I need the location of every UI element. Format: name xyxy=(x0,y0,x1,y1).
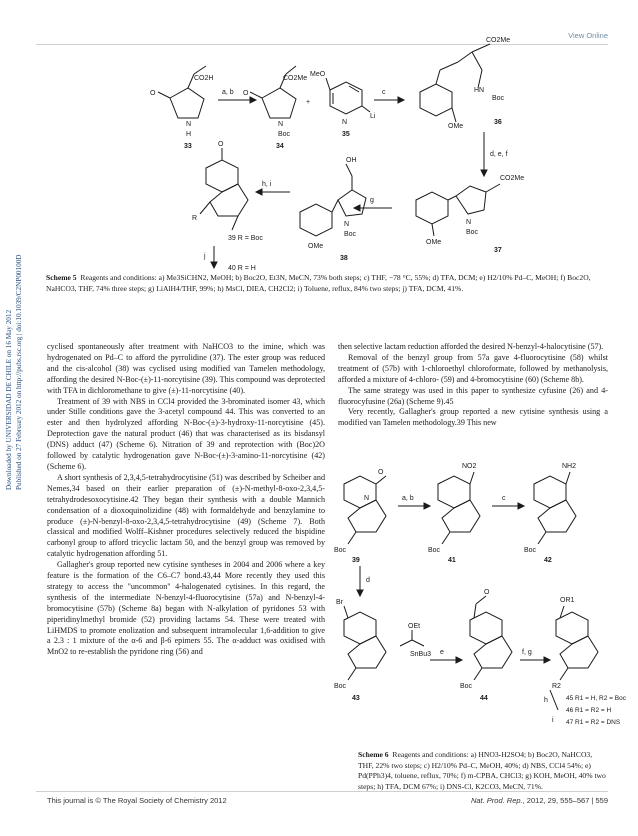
label-or1: OR1 xyxy=(560,597,575,604)
label-boc-37: Boc xyxy=(466,229,479,236)
label-meo-35: MeO xyxy=(310,71,326,78)
label-boc-34: Boc xyxy=(278,131,291,138)
label-nh2: NH2 xyxy=(562,463,577,470)
right-para-1: then selective lactam reduction afforded the desired N-benzyl-4-halocytisine (57). xyxy=(338,342,604,351)
compound-36: 36 xyxy=(494,119,502,126)
label-ome-37: OMe xyxy=(426,239,442,246)
label-hn-36: HN xyxy=(474,87,485,94)
label-n-35: N xyxy=(342,119,348,126)
left-para-4: Gallagher's group reported new cytisine syntheses in 2004 and 2006 where a key feature is the formation of the C6–C7 bond.43,44 More recently they used this strategy to access the "uncommon" 4-halogenated cytisines. In this regard, the synthesis of the intermediate N-benzyl-4-fluorocytisine (57a) and N-benzyl-4-bromocytisine (57b) (Scheme 8a) began with N-alkylation of pyridones 53 with piperidinylmethyl bromide (52) providing lactams 54. These were treated with LiHMDS to promote enolization and subsequent intramolecular 1,6-addition to give a 2.3 : 1 mixture of the α-6 and β-6 epimers 55. The α-adduct was oxidised with MnO2 to re-establish the pyridone ring (56) and xyxy=(47,560,325,657)
column-left xyxy=(47,342,325,658)
r-def-39: 39 R = Boc xyxy=(228,235,263,242)
label-plus: + xyxy=(306,99,311,106)
compound-s6-41: 41 xyxy=(448,557,456,564)
label-n-33: N xyxy=(186,121,192,128)
arrow-label-ab: a, b xyxy=(222,89,234,96)
arrow-label-g: g xyxy=(370,197,374,204)
label-co2h: CO2H xyxy=(194,75,214,82)
right-para-3: The same strategy was used in this paper to synthesize cyfusine (26) and 4-fluorocyfusine (26a) (Scheme 9).45 xyxy=(338,385,608,406)
ring-s6-44 xyxy=(470,612,502,644)
label-boc-36: Boc xyxy=(492,95,505,102)
compound-34: 34 xyxy=(276,143,284,150)
label-ome-36: OMe xyxy=(448,123,464,130)
arrow-label-s6-fg: f, g xyxy=(522,649,532,656)
r-def-46: 46 R1 = R2 = H xyxy=(566,707,612,714)
label-boc-38: Boc xyxy=(344,231,357,238)
arrow-label-def: d, e, f xyxy=(490,151,508,158)
arrow-label-j: j xyxy=(204,253,206,260)
ring-39-pyridone xyxy=(206,160,238,192)
ring-35 xyxy=(330,82,362,114)
label-co2me-37: CO2Me xyxy=(500,175,525,182)
compound-33: 33 xyxy=(184,143,192,150)
label-s6-o-39: O xyxy=(378,469,384,476)
left-para-2: Treatment of 39 with NBS in CCl4 provided the 3-brominated isomer 43, which under Stille conditions gave the 3-acetyl compound 44. This was converted to an ester and then hydrolyzed affording N-Boc-(±)-3-hydroxy-11-norcytisine (45). Deprotection gave the natural product (46) that was characterised as its bisdansyl (DNS) adduct (47) (Scheme 6). Nitration of 39 and reprotection with (Boc)2O followed by catalytic hydrogenation gave N-Boc-(±)-3-amino-11-norcytisine (42) (Scheme 6). xyxy=(47,396,325,471)
label-n-38: N xyxy=(344,221,350,228)
label-s6-boc-39: Boc xyxy=(334,547,347,554)
label-oh-38: OH xyxy=(346,157,357,164)
ring-s6-41 xyxy=(438,476,470,508)
side-label-i: i xyxy=(552,717,554,724)
arrow-label-s6-c: c xyxy=(502,495,506,502)
footer-citation xyxy=(471,796,608,805)
label-o-39: O xyxy=(218,141,224,148)
scheme-6-label: Scheme 6 xyxy=(358,750,389,759)
ring-38-pyridine xyxy=(300,204,332,236)
arrow-label-c: c xyxy=(382,89,386,96)
scheme-5-caption xyxy=(46,273,606,294)
compound-s6-44: 44 xyxy=(480,695,488,702)
label-no2: NO2 xyxy=(462,463,477,470)
arrow-label-s6-ab: a, b xyxy=(402,495,414,502)
footer-journal: Nat. Prod. Rep. xyxy=(470,796,523,805)
scheme-5-caption-text: Reagents and conditions: a) Me3SiCHN2, MeOH; b) Boc2O, Et3N, MeCN, 73% both steps; c) THF, −78 °C, 55%; d) TFA, DCM; e) H2/10% Pd–C, MeOH; f) Boc2O, NaHCO3, THF, 74% three steps; g) LiAlH4/THF, 99%; h) MsCl, DIEA, CH2Cl2; i) Toluene, reflux, 84% two steps; j) TFA, DCM, 41%. xyxy=(46,273,591,293)
label-o-34: O xyxy=(243,90,249,97)
label-n-37: N xyxy=(466,219,472,226)
label-li-35: Li xyxy=(370,113,376,120)
ring-s6-43 xyxy=(344,612,376,644)
ring-s6-39 xyxy=(344,476,376,508)
ring-38-pyrrolidine xyxy=(338,190,366,216)
label-co2me-36: CO2Me xyxy=(486,37,511,44)
label-s6-o-44: O xyxy=(484,589,490,596)
r-def-40: 40 R = H xyxy=(228,265,256,272)
sidebar-published[interactable]: Published on 27 February 2012 on http://pubs.rsc.org | doi:10.1039/C2NP00100D xyxy=(15,254,23,490)
sidebar-downloaded: Downloaded by UNIVERSIDAD DE CHILE on 16 May 2012 xyxy=(5,309,13,490)
right-para-4: Very recently, Gallagher's group reported a new cytisine synthesis using a modified van Tamelen methodology.39 This new xyxy=(338,407,608,428)
right-para-2: Removal of the benzyl group from 57a gave 4-fluorocytisine (58) whilst treatment of (57b) with 1-chloroethyl chloroformate, followed by methanolysis, afforded a mixture of 4-chloro- (59) and 4-bromocytisine (60) (Scheme 8b). xyxy=(338,352,608,384)
label-r2: R2 xyxy=(552,683,561,690)
scheme-6-caption xyxy=(358,750,608,792)
compound-s6-42: 42 xyxy=(544,557,552,564)
label-oet: OEt xyxy=(408,623,421,630)
side-label-h: h xyxy=(544,697,548,704)
label-ome-38: OMe xyxy=(308,243,324,250)
label-h-33: H xyxy=(186,131,192,138)
ring-s6-42 xyxy=(534,476,566,508)
ring-36 xyxy=(420,84,452,116)
label-s6-boc-43: Boc xyxy=(334,683,347,690)
left-para-3: A short synthesis of 2,3,4,5-tetrahydrocytisine (51) was described by Scheiber and Nemes,34 based on their earlier preparation of (±)-N-methyl-8-oxo-2,3,4,5-tetrahydrodesoxocytisine.42 They began their synthesis with a double Mannich condensation of a dioxoquinolizidine (48) with formaldehyde and benzylamine to produce (±)-N-benzyl-8-oxo-2,3,4,5-tetrahydrocytisine (49) (Scheme 7). Both classical and modified Wolff–Kishner procedures selectively reduced the bispidine carbonyl group to afford tricyclic lactam 50, and the benzyl group was removed by catalytic hydrogenation affording 51. xyxy=(47,472,325,559)
ring-37-pyrrolidine xyxy=(456,186,486,214)
scheme-5-label: Scheme 5 xyxy=(46,273,77,282)
label-n-34: N xyxy=(278,121,284,128)
compound-s6-39: 39 xyxy=(352,557,360,564)
footer-rule xyxy=(36,791,608,792)
label-s6-boc-44: Boc xyxy=(460,683,473,690)
r-def-47: 47 R1 = R2 = DNS xyxy=(566,719,621,726)
r-def-45: 45 R1 = H, R2 = Boc xyxy=(566,695,626,702)
ring-37-pyridine xyxy=(416,192,448,224)
ring-34 xyxy=(262,88,296,118)
footer-citation-text: , 2012, 29, 555–567 | 559 xyxy=(522,796,608,805)
view-online-link[interactable]: View Online xyxy=(568,31,608,40)
label-snbu3: SnBu3 xyxy=(410,651,432,658)
left-para-1: cyclised spontaneously after treatment with NaHCO3 to the imine, which was hydrogenated on Pd–C to afford the pyrrolidine (37). The ester group was reduced and the cis-alcohol (38) was cyclised using modified van Tamelen methodology, affording the desired N-Boc-(±)-11-norcytisine (39). This compound was deprotected with TFA in dichloromethane to give (±)-11-norcytisine (40). xyxy=(47,342,325,395)
compound-37: 37 xyxy=(494,247,502,254)
arrow-label-hi: h, i xyxy=(262,181,272,188)
label-s6-boc-42: Boc xyxy=(524,547,537,554)
compound-35: 35 xyxy=(342,131,350,138)
compound-s6-43: 43 xyxy=(352,695,360,702)
arrow-label-s6-e: e xyxy=(440,649,444,656)
label-s6-boc-41: Boc xyxy=(428,547,441,554)
compound-38: 38 xyxy=(340,255,348,262)
label-s6-n-39: N xyxy=(364,495,370,502)
label-co2me-34: CO2Me xyxy=(283,75,308,82)
scheme-6-caption-text: Reagents and conditions: a) HNO3-H2SO4; b) Boc2O, NaHCO3, THF, 22% two steps; c) H2/10% Pd–C, MeOH, 40%; d) NBS, CCl4 54%; e) Pd(PPh3)4, toluene, reflux, 70%; f) m-CPBA, CHCl3; g) KOH, MeOH, 40% two steps; h) TFA, DCM 67%; i) DNS-Cl, K2CO3, MeCN, 71%. xyxy=(358,750,606,791)
footer-copyright: This journal is © The Royal Society of Chemistry 2012 xyxy=(47,796,227,805)
label-br: Br xyxy=(336,599,343,606)
arrow-label-s6-d: d xyxy=(366,577,370,584)
label-r-39: R xyxy=(192,215,198,222)
label-o-33: O xyxy=(150,90,156,97)
column-right xyxy=(338,342,608,429)
ring-33 xyxy=(170,88,204,118)
